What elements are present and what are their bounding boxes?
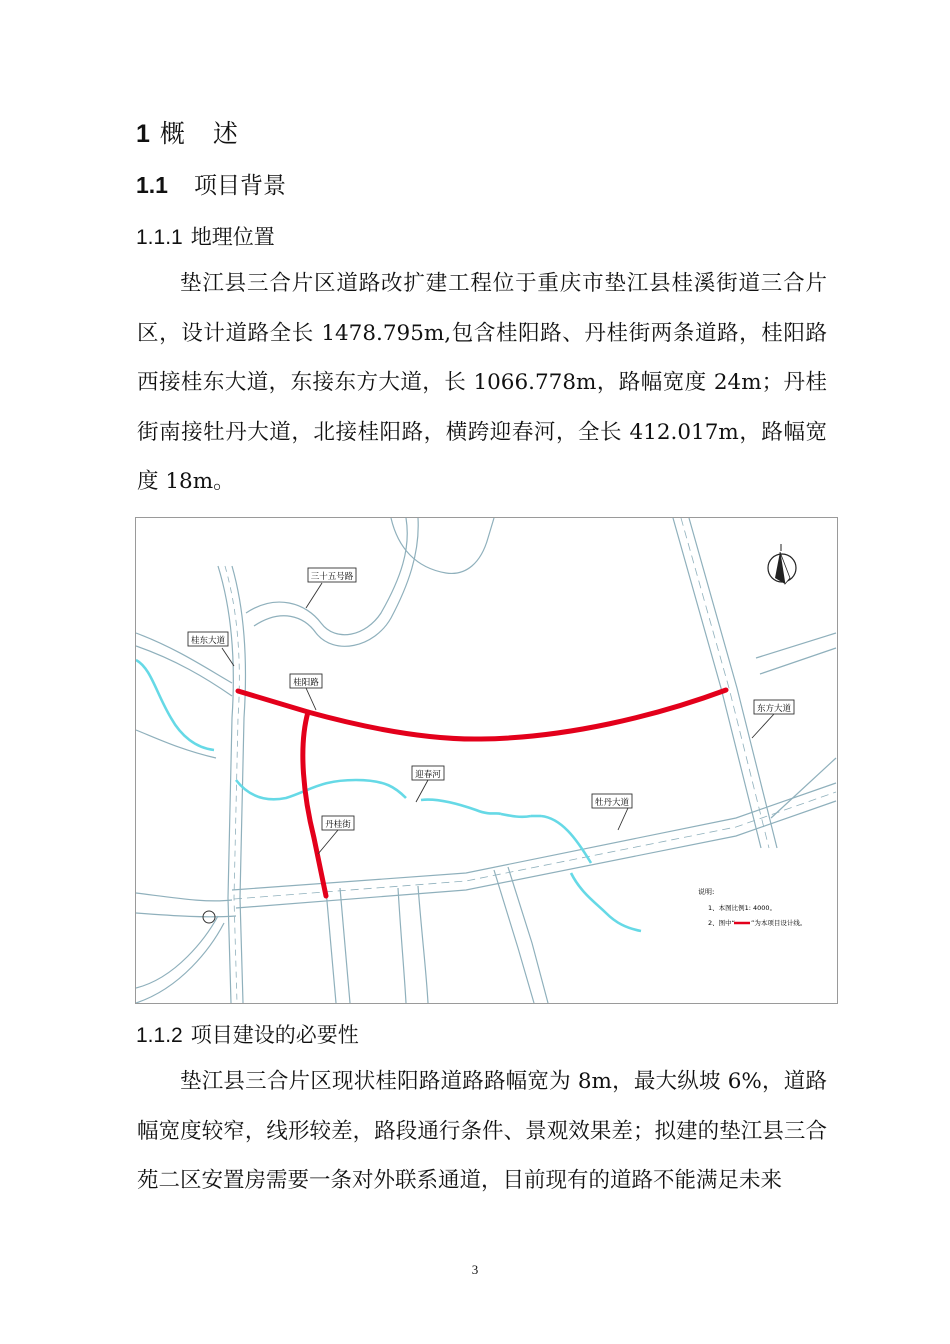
heading-1-1-title: 项目背景 [193,173,286,199]
callout-dangui [322,816,354,830]
callout-guiyang [290,674,322,688]
label-guidong: 桂东大道 [190,636,226,646]
design-road-guiyang [238,690,726,739]
location-map-svg [136,518,837,1003]
heading-1-1-2-title: 项目建设的必要性 [190,1023,359,1047]
north-arrow-icon [768,544,796,584]
heading-1-number: 1 [136,120,150,148]
paragraph-location: 垫江县三合片区道路改扩建工程位于重庆市垫江县桂溪街道三合片区，设计道路全长 1478.795m,包含桂阳路、丹桂街两条道路，桂阳路西接桂东大道，东接东方大道，长 1066.778m，路幅宽度 24m；丹桂街南接牡丹大道，北接桂阳路，横跨迎春河，全长 412.017m，路幅宽度 18m。 [137,271,827,494]
heading-1-1-1-title: 地理位置 [190,225,275,249]
road-network [136,518,836,1003]
heading-1-1-number: 1.1 [136,172,168,198]
label-mudan: 牡丹大道 [594,798,630,808]
heading-1-1-2 [136,1019,359,1049]
map-legend [698,887,806,927]
paragraph-necessity: 垫江县三合片区现状桂阳路道路路幅宽为 8m，最大纵坡 6%，道路幅宽度较窄，线形较差，路段通行条件、景观效果差；拟建的垫江县三合苑二区安置房需要一条对外联系通道，目前现有的道路不能满足未来 [137,1069,827,1193]
legend-line2-suffix: ”为本项目设计线。 [751,919,807,927]
label-road35: 三十五号路 [310,572,354,582]
design-roads [238,690,726,896]
heading-1 [136,114,248,150]
callout-guidong [188,632,228,646]
heading-1-1-2-number: 1.1.2 [136,1024,183,1047]
location-map [135,517,838,1004]
label-yingchun: 迎春河 [415,770,441,780]
yingchun-river [136,660,641,931]
heading-1-1-1-number: 1.1.1 [136,226,183,249]
heading-1-1-1 [136,221,275,251]
callout-dongfang [754,700,794,714]
heading-1-title: 概 述 [159,119,248,148]
callout-mudan [592,794,632,808]
label-dangui: 丹桂街 [325,820,351,830]
label-dongfang: 东方大道 [756,704,792,714]
callout-road35 [308,568,356,582]
heading-1-1 [136,167,286,200]
legend-title: 说明: [698,888,715,896]
legend-scale: 1、本图比例1: 4000。 [708,904,777,912]
callout-yingchun [412,766,444,780]
design-road-dangui [303,712,326,896]
label-guiyang: 桂阳路 [293,678,319,688]
page-number: 3 [471,1262,479,1277]
legend-line2-prefix: 2、图中“ [708,919,736,927]
